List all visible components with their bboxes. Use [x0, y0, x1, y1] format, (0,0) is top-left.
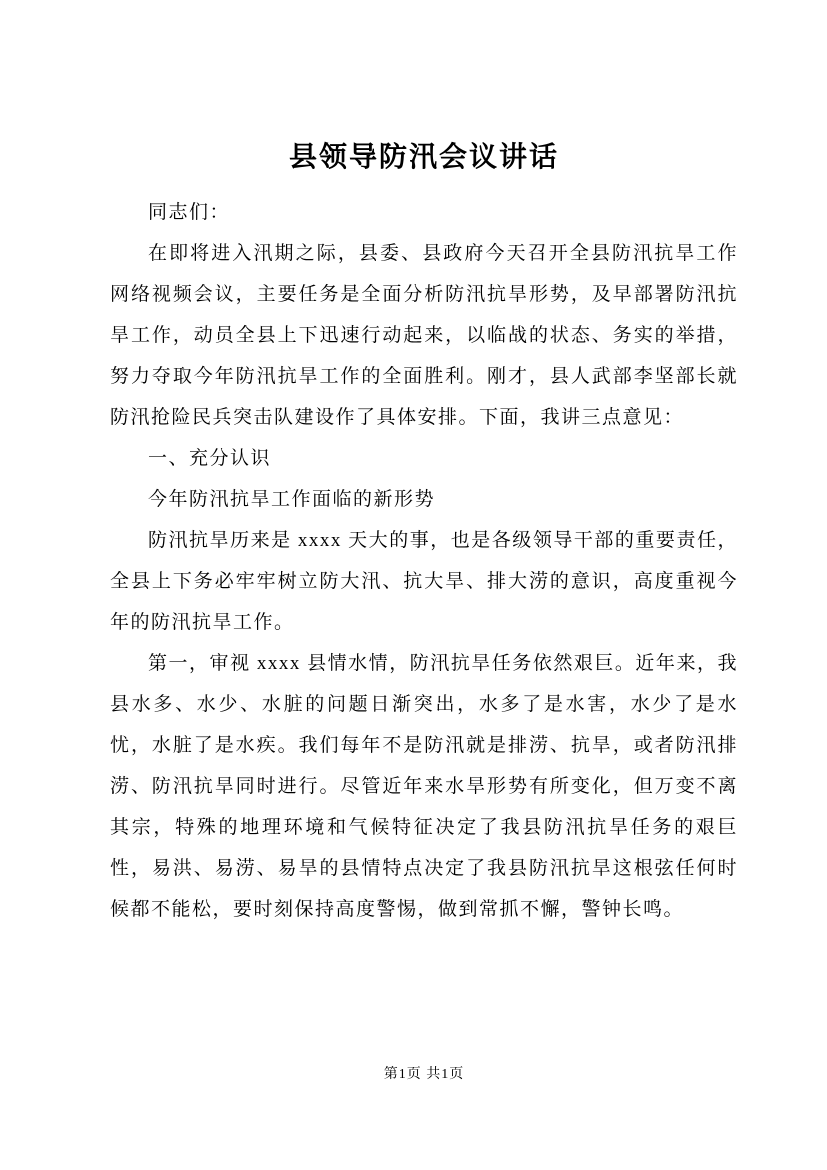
- paragraph-intro: 在即将进入汛期之际，县委、县政府今天召开全县防汛抗旱工作网络视频会议，主要任务是全面分析防汛抗旱形势，及早部署防汛抗旱工作，动员全县上下迅速行动起来，以临战的状态、务实的举措，努力夺取今年防汛抗旱工作的全面胜利。刚才，县人武部李坚部长就防汛抢险民兵突击队建设作了具体安排。下面，我讲三点意见：: [110, 243, 738, 428]
- paragraph-section-subheading: 今年防汛抗旱工作面临的新形势: [148, 489, 436, 510]
- paragraph-body-2: 第一，审视 xxxx 县情水情，防汛抗旱任务依然艰巨。近年来，我县水多、水少、水脏的问题日渐突出，水多了是水害，水少了是水忧，水脏了是水疾。我们每年不是防汛就是排涝、抗旱，或者防汛排涝、防汛抗旱同时进行。尽管近年来水旱形势有所变化，但万变不离其宗，特殊的地理环境和气候特征决定了我县防汛抗旱任务的艰巨性，易洪、易涝、易旱的县情特点决定了我县防汛抗旱这根弦任何时候都不能松，要时刻保持高度警惕，做到常抓不懈，警钟长鸣。: [110, 653, 738, 920]
- page-number-footer: 第1页 共1页: [383, 1067, 465, 1082]
- document-content: [110, 138, 738, 930]
- paragraph-section-heading: 一、充分认识: [148, 448, 272, 469]
- document-title: 县领导防汛会议讲话: [288, 142, 559, 173]
- paragraph-salutation: 同志们：: [148, 202, 231, 223]
- paragraph-body-1: 防汛抗旱历来是 xxxx 天大的事，也是各级领导干部的重要责任，全县上下务必牢牢树立防大汛、抗大旱、排大涝的意识，高度重视今年的防汛抗旱工作。: [110, 530, 738, 633]
